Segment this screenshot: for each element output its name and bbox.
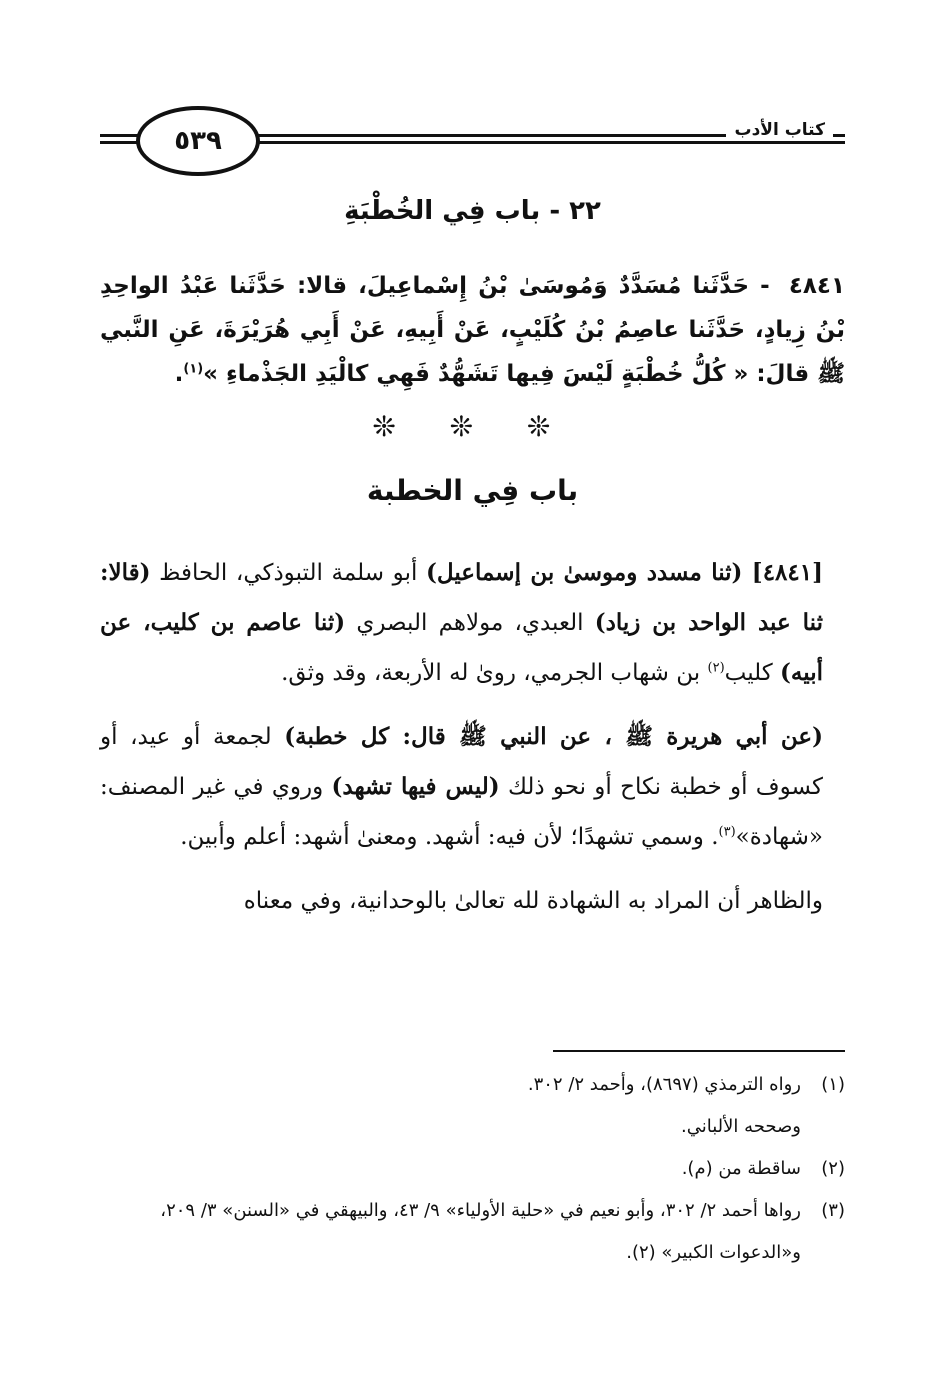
- comment-text: . وسمي تشهدًا؛ لأن فيه: أشهد. ومعنىٰ أشهد: أعلم وأبين.: [180, 824, 719, 850]
- hadith-body: - حَدَّثَنا مُسَدَّدٌ وَمُوسَىٰ بْنُ إِسْماعِيلَ، قالا: حَدَّثَنا عَبْدُ الواحِدِ بْنُ زِيادٍ، حَدَّثَنا عاصِمُ بْنُ كُلَيْبٍ، عَنْ أَبِيهِ، عَنْ أَبِي هُرَيْرَةَ، عَنِ النَّبي ﷺ قالَ: « كُلُّ خُطْبَةٍ لَيْسَ فِيها تَشَهُّدٌ فَهِي كالْيَدِ الجَذْماءِ »: [100, 273, 845, 387]
- quoted-text: [٤٨٤١] (ثنا مسدد وموسىٰ بن إسماعيل): [426, 559, 823, 586]
- commentary-title: باب فِي الخطبة: [366, 474, 579, 507]
- quoted-text: (عن أبي هريرة ﷺ ، عن النبي ﷺ قال: كل خطبة): [284, 723, 823, 750]
- comment-text: كليب: [724, 660, 781, 686]
- footnote-continuation: وصححه الألباني.: [681, 1116, 801, 1137]
- footnote-rule: [553, 1050, 845, 1052]
- comment-text: بن شهاب الجرمي، روىٰ له الأربعة، وقد وثق.: [281, 660, 708, 686]
- hadith-number: ٤٨٤١: [788, 273, 845, 299]
- footnotes: [100, 1064, 845, 1274]
- footnote-text: رواه الترمذي (٨٦٩٧)، وأحمد ٢/ ٣٠٢.: [527, 1074, 801, 1095]
- footnote-ref: (٢): [707, 660, 725, 676]
- footnote-number: (٣): [821, 1200, 845, 1221]
- comment-text: أبو سلمة التبوذكي، الحافظ: [150, 560, 427, 586]
- hadith-text: [100, 264, 845, 396]
- comment-text: لجمعة أو عيد، أو كسوف أو خطبة نكاح أو نحو ذلك: [100, 724, 823, 800]
- footnote-ref: (١): [183, 361, 204, 377]
- section-separator: ❊ ❊ ❊: [372, 410, 573, 443]
- comment-text: وروي في غير المصنف: «شهادة»: [100, 774, 823, 850]
- footnote-text: رواها أحمد ٢/ ٣٠٢، وأبو نعيم في «حلية الأولياء» ٩/ ٤٣، والبيهقي في «السنن» ٣/ ٢٠٩، و«الدعوات الكبير» (٢).: [160, 1200, 801, 1263]
- footnote-item: [100, 1064, 845, 1106]
- footnote-item: [100, 1190, 845, 1274]
- comment-text: العبدي، مولاهم البصري: [345, 610, 595, 636]
- chapter-title: ٢٢ - باب فِي الخُطْبَةِ: [344, 196, 601, 226]
- commentary-paragraph: [100, 712, 823, 862]
- footnote-item: [100, 1148, 845, 1190]
- footnote-text: ساقطة من (م).: [681, 1158, 801, 1179]
- footnote-number: (٢): [821, 1158, 845, 1179]
- commentary-paragraph: والظاهر أن المراد به الشهادة لله تعالىٰ بالوحدانية، وفي معناه: [243, 888, 823, 914]
- book-title: كتاب الأدب: [726, 120, 833, 140]
- quoted-text: (قالا: ثنا عبد الواحد بن زياد): [100, 559, 823, 636]
- hadith-end: .: [174, 361, 184, 387]
- quoted-text: (ثنا عاصم بن كليب، عن أبيه): [100, 609, 823, 686]
- footnote-ref: (٣): [718, 824, 736, 840]
- quoted-text: (ليس فيها تشهد): [331, 773, 500, 800]
- running-header: [100, 100, 845, 180]
- page-number: ٥٣٩: [136, 106, 260, 176]
- commentary-body: [100, 548, 845, 940]
- footnote-number: (١): [821, 1074, 845, 1095]
- commentary-paragraph: [100, 548, 823, 698]
